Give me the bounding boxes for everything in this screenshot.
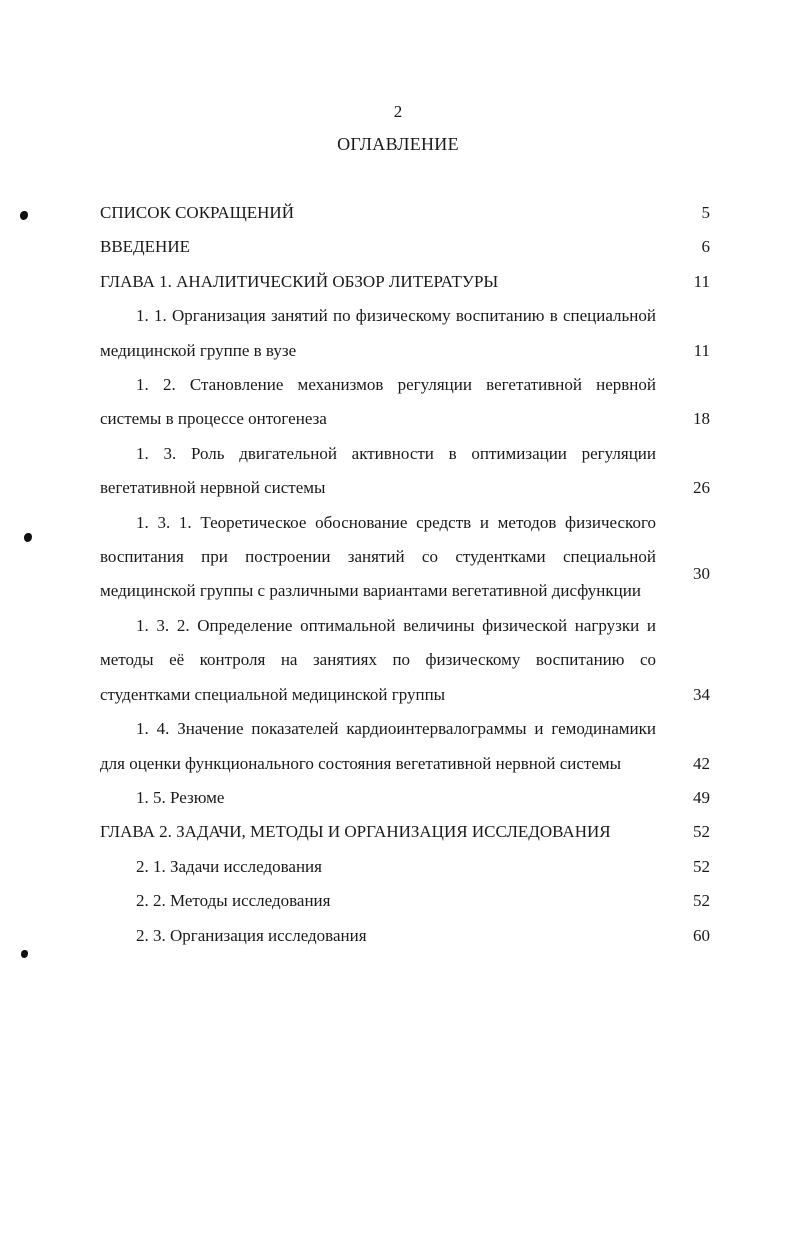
toc-entry-section-1-3-1 bbox=[100, 506, 710, 609]
toc-entry-page: 5 bbox=[701, 203, 710, 222]
page-number: 2 bbox=[393, 102, 403, 121]
toc-entry-page: 11 bbox=[693, 340, 710, 360]
toc-entry-section-1-2 bbox=[100, 368, 710, 437]
toc-entry-section-2-1 bbox=[100, 850, 710, 884]
scan-speck bbox=[21, 950, 28, 958]
toc-entry-page: 52 bbox=[693, 891, 710, 911]
toc-entry-page: 49 bbox=[693, 787, 710, 807]
toc-entry-text: 1. 3. 2. Определение оптимальной величины физической нагрузки и методы её контроля на занятиях по физическому воспитанию со студентками специальной медицинской группы bbox=[100, 615, 656, 704]
toc-entry-page: 34 bbox=[693, 684, 710, 704]
toc-entry-text: 1. 1. Организация занятий по физическому воспитанию в специальной медицинской группе в вузе bbox=[100, 306, 656, 360]
toc-entry-text: 2. 3. Организация исследования bbox=[136, 925, 367, 945]
toc-entry-text: 2. 1. Задачи исследования bbox=[136, 856, 322, 876]
toc-entry-text: 1. 3. Роль двигательной активности в оптимизации регуляции вегетативной нервной системы bbox=[100, 443, 656, 498]
toc-entry-section-1-1 bbox=[100, 299, 710, 368]
toc-entry-page: 52 bbox=[693, 822, 710, 842]
toc-entry-chapter-1 bbox=[100, 265, 710, 299]
toc-entry-text: ГЛАВА 2. ЗАДАЧИ, МЕТОДЫ И ОРГАНИЗАЦИЯ ИССЛЕДОВАНИЯ bbox=[100, 822, 611, 842]
toc-entry-page: 42 bbox=[693, 753, 710, 773]
toc-entry-chapter-2 bbox=[100, 815, 710, 849]
toc-entry-text: 1. 5. Резюме bbox=[136, 787, 225, 807]
toc-entry-page: 11 bbox=[693, 271, 710, 291]
table-of-contents bbox=[100, 196, 710, 953]
page-title: ОГЛАВЛЕНИЕ bbox=[337, 134, 459, 154]
toc-entry-section-1-3 bbox=[100, 437, 710, 506]
toc-entry-text: ВВЕДЕНИЕ bbox=[100, 237, 190, 257]
toc-entry-text: 1. 2. Становление механизмов регуляции вегетативной нервной системы в процессе онтогенеза bbox=[100, 375, 656, 429]
toc-entry-text: 2. 2. Методы исследования bbox=[136, 891, 331, 911]
toc-entry-text: ГЛАВА 1. АНАЛИТИЧЕСКИЙ ОБЗОР ЛИТЕРАТУРЫ bbox=[100, 271, 499, 291]
toc-entry-page: 6 bbox=[701, 237, 710, 257]
toc-entry-section-2-2 bbox=[100, 884, 710, 918]
toc-entry-page: 18 bbox=[693, 409, 710, 429]
scan-speck bbox=[24, 533, 32, 542]
toc-entry-text: СПИСОК СОКРАЩЕНИЙ bbox=[100, 203, 294, 222]
toc-entry-page: 30 bbox=[693, 564, 710, 584]
toc-entry-text: 1. 3. 1. Теоретическое обоснование средств и методов физического воспитания при построении занятий со студентками специальной медицинской группы с различными вариантами вегетативной дисфункции bbox=[100, 512, 656, 601]
toc-entry-page: 60 bbox=[693, 925, 710, 945]
toc-entry-section-1-5 bbox=[100, 781, 710, 815]
toc-entry-page: 26 bbox=[693, 478, 710, 498]
toc-entry-abbreviations bbox=[100, 196, 710, 230]
toc-entry-section-2-3 bbox=[100, 919, 710, 953]
toc-entry-page: 52 bbox=[693, 856, 710, 876]
toc-entry-section-1-3-2 bbox=[100, 609, 710, 712]
toc-entry-introduction bbox=[100, 230, 710, 264]
scan-speck bbox=[20, 211, 28, 220]
toc-entry-text: 1. 4. Значение показателей кардиоинтервалограммы и гемодинамики для оценки функционального состояния вегетативной нервной системы bbox=[100, 719, 656, 773]
toc-entry-section-1-4 bbox=[100, 712, 710, 781]
